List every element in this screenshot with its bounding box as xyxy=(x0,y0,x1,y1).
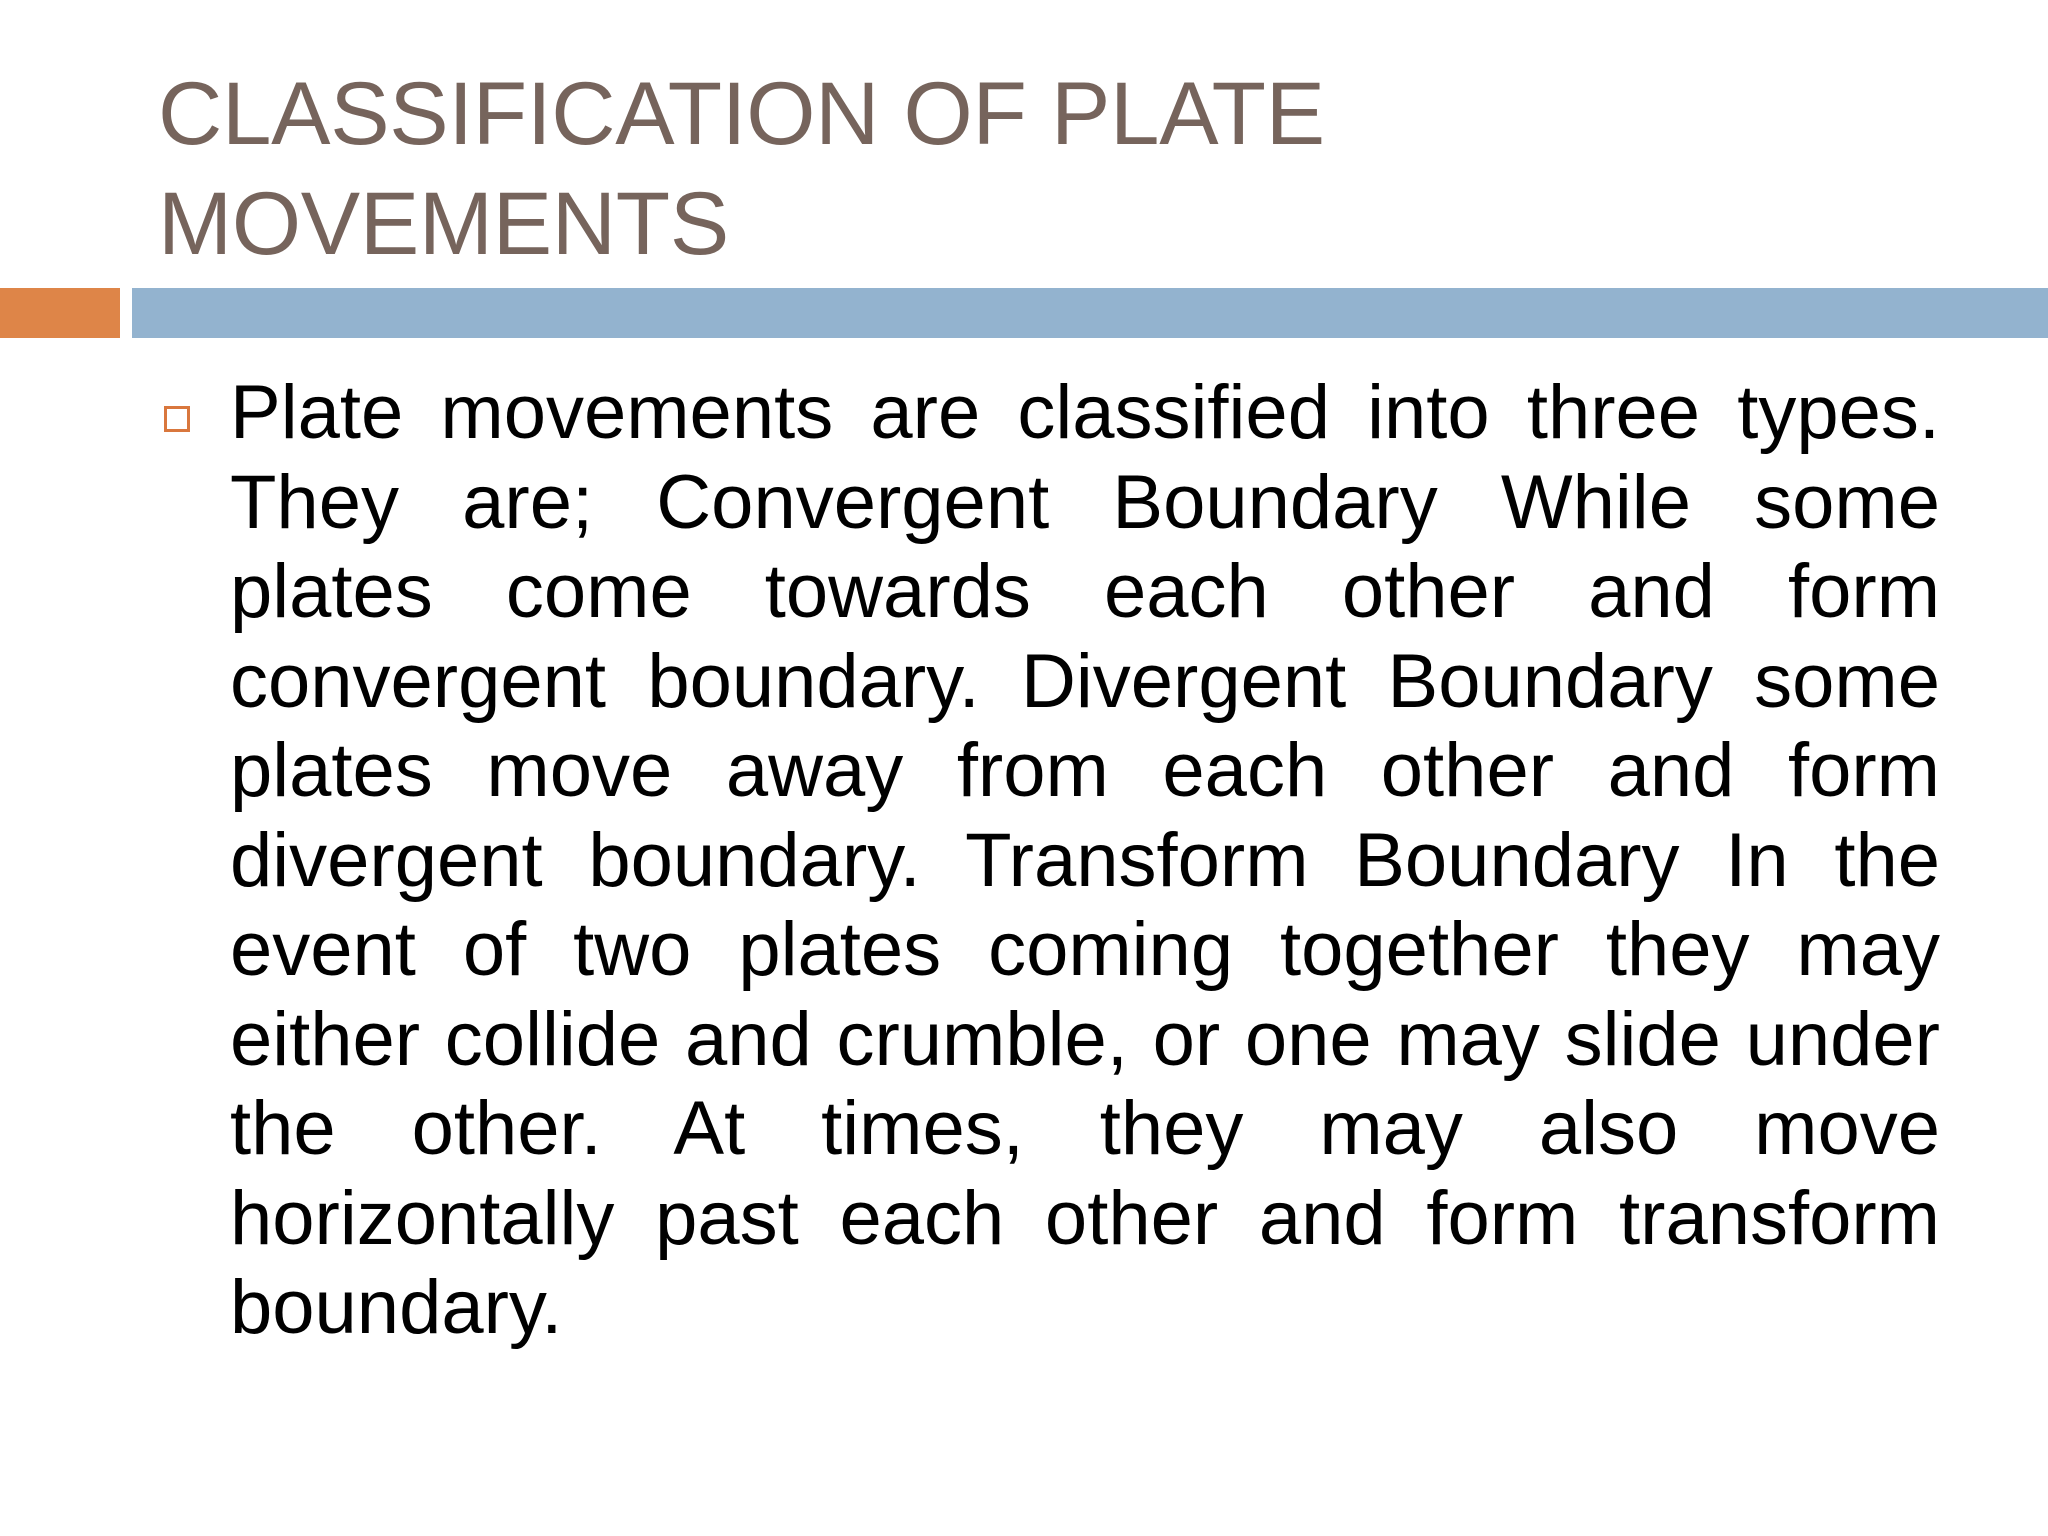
bullet-item xyxy=(160,368,1940,1353)
accent-bar-orange xyxy=(0,288,120,338)
hollow-square-bullet-icon xyxy=(164,406,190,432)
bullet-text: Plate movements are classified into three types. They are; Convergent Boundary While some plates come towards each other and form convergent boundary. Divergent Boundary some plates move away from each other and form divergent boundary. Transform Boundary In the event of two plates coming together they may either collide and crumble, or one may slide under the other. At times, they may also move horizontally past each other and form transform boundary. xyxy=(230,370,1940,1350)
slide-content xyxy=(160,368,1940,1353)
accent-bar-blue xyxy=(132,288,2048,338)
slide-title: CLASSIFICATION OF PLATE MOVEMENTS xyxy=(158,63,1325,273)
